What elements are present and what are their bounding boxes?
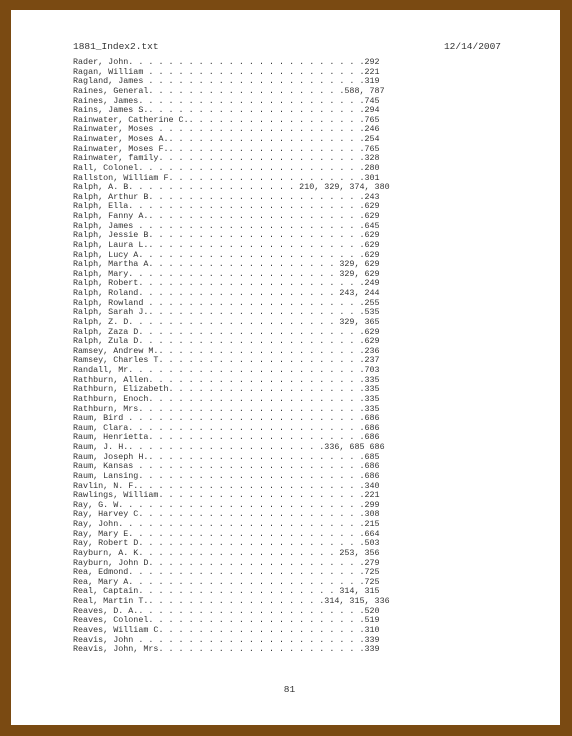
index-entry: Raum, Henrietta. . . . . . . . . . . . . . . . . . . . . .686 [73,433,380,443]
index-entry: Ray, John. . . . . . . . . . . . . . . . . . . . . . . . .215 [73,520,380,529]
index-entry: Ralph, Zula D. . . . . . . . . . . . . . . . . . . . . . .629 [73,337,380,347]
index-entry: Ralph, Ella. . . . . . . . . . . . . . . . . . . . . . . .629 [73,202,380,212]
index-entry: Reavis, John . . . . . . . . . . . . . . . . . . . . . . .339 [73,635,380,645]
index-entry: Ralph, Fanny A.. . . . . . . . . . . . . . . . . . . . . .629 [73,212,380,221]
index-entry: Rathburn, Elizabeth. . . . . . . . . . . . . . . . . . . .335 [73,385,380,395]
index-entry: Ralph, Mary. . . . . . . . . . . . . . . . . . . . . 329, 629 [73,269,380,279]
index-entry: Ray, G. W. . . . . . . . . . . . . . . . . . . . . . . . .299 [73,500,380,510]
index-entry: Ralph, Jessie B. . . . . . . . . . . . . . . . . . . . . .629 [73,231,380,241]
index-entry: Raum, Clara. . . . . . . . . . . . . . . . . . . . . . . .686 [73,423,380,433]
index-entry: Ralph, Robert. . . . . . . . . . . . . . . . . . . . . . .249 [73,279,380,289]
index-entry: Ramsey, Charles T. . . . . . . . . . . . . . . . . . . . .237 [73,356,380,366]
index-entry: Reaves, Colonel. . . . . . . . . . . . . . . . . . . . . .519 [73,616,380,626]
index-entry: Raum, Kansas . . . . . . . . . . . . . . . . . . . . . . .686 [73,462,380,472]
index-entry: Rader, John. . . . . . . . . . . . . . . . . . . . . . . .292 [73,58,380,67]
index-entry: Raum, Lansing. . . . . . . . . . . . . . . . . . . . . . .686 [73,471,380,481]
index-entry: Rainwater, family. . . . . . . . . . . . . . . . . . . . .328 [73,154,380,164]
index-entry: Ray, Mary E. . . . . . . . . . . . . . . . . . . . . . . .664 [73,529,380,539]
index-entry: Reaves, D. A.. . . . . . . . . . . . . . . . . . . . . . .520 [73,606,380,616]
index-entry: Ragan, William . . . . . . . . . . . . . . . . . . . . . .221 [73,67,380,77]
index-entry: Ralph, Martha A. . . . . . . . . . . . . . . . . . . 329, 629 [73,260,380,270]
index-entry: Ravlin, N. F.. . . . . . . . . . . . . . . . . . . . . . .340 [73,481,380,491]
index-entry: Rall, Colonel. . . . . . . . . . . . . . . . . . . . . . .280 [73,163,380,173]
index-entry: Raum, J. H.. . . . . . . . . . . . . . . . . . . .336, 685 686 [73,443,385,452]
index-entry: Randall, Mr. . . . . . . . . . . . . . . . . . . . . . . .703 [73,366,380,375]
index-entry: Rawlings, William. . . . . . . . . . . . . . . . . . . . .221 [73,491,380,501]
index-entry: Ralph, Lucy A. . . . . . . . . . . . . . . . . . . . . . .629 [73,250,380,260]
index-entry: Rayburn, John D. . . . . . . . . . . . . . . . . . . . . .279 [73,558,380,568]
index-entry: Ralph, Sarah J.. . . . . . . . . . . . . . . . . . . . . .535 [73,308,380,318]
index-entry: Ralph, Laura L.. . . . . . . . . . . . . . . . . . . . . .629 [73,240,380,250]
index-entry: Reavis, John, Mrs. . . . . . . . . . . . . . . . . . . . .339 [73,645,380,655]
index-entry: Ralph, Roland. . . . . . . . . . . . . . . . . . . . 243, 244 [73,289,380,298]
index-entry: Rainwater, Moses . . . . . . . . . . . . . . . . . . . . .246 [73,125,380,135]
index-entry: Ralph, Arthur B. . . . . . . . . . . . . . . . . . . . . .243 [73,192,380,202]
index-entry: Raines, General. . . . . . . . . . . . . . . . . . . .588, 787 [73,86,385,96]
index-entry: Ralph, James . . . . . . . . . . . . . . . . . . . . . . .645 [73,221,380,231]
index-entry: Rathburn, Allen. . . . . . . . . . . . . . . . . . . . . .335 [73,375,380,385]
index-entry: Ralph, Rowland . . . . . . . . . . . . . . . . . . . . . .255 [73,298,380,308]
index-entry: Raines, James. . . . . . . . . . . . . . . . . . . . . . .745 [73,96,380,106]
index-entry: Rainwater, Catherine C.. . . . . . . . . . . . . . . . . .765 [73,115,380,125]
index-entry: Rathburn, Mrs. . . . . . . . . . . . . . . . . . . . . . .335 [73,404,380,414]
page-number: 81 [283,684,296,695]
index-entry: Ray, Robert D. . . . . . . . . . . . . . . . . . . . . . .503 [73,539,380,549]
index-entry: Ramsey, Andrew M.. . . . . . . . . . . . . . . . . . . . .236 [73,346,380,356]
index-entry: Ralph, A. B. . . . . . . . . . . . . . . . . 210, 329, 374, 380 [73,183,390,193]
index-entry: Ray, Harvey C. . . . . . . . . . . . . . . . . . . . . . .308 [73,510,380,520]
index-entry: Rathburn, Enoch. . . . . . . . . . . . . . . . . . . . . .335 [73,394,380,404]
document-page [11,10,560,725]
index-entry: Ragland, James . . . . . . . . . . . . . . . . . . . . . .319 [73,77,380,87]
index-entry: Rea, Edmond. . . . . . . . . . . . . . . . . . . . . . . .725 [73,568,380,578]
index-entry: Rainwater, Moses A.. . . . . . . . . . . . . . . . . . . .254 [73,135,380,144]
file-name: 1881_Index2.txt [73,41,159,52]
index-entry: Ralph, Zaza D. . . . . . . . . . . . . . . . . . . . . . .629 [73,327,380,337]
index-entry: Real, Captain. . . . . . . . . . . . . . . . . . . . 314, 315 [73,587,380,597]
index-entry: Rainwater, Moses F.. . . . . . . . . . . . . . . . . . . .765 [73,144,380,154]
index-entry: Reaves, William C. . . . . . . . . . . . . . . . . . . . .310 [73,625,380,635]
index-entry: Rains, James S.. . . . . . . . . . . . . . . . . . . . . .294 [73,106,380,116]
index-entry: Rallston, William F. . . . . . . . . . . . . . . . . . . .301 [73,173,380,183]
print-date: 12/14/2007 [443,41,501,52]
index-entry: Rea, Mary A. . . . . . . . . . . . . . . . . . . . . . . .725 [73,577,380,587]
index-entry: Real, Martin T.. . . . . . . . . . . . . . . . . .314, 315, 336 [73,597,390,606]
index-entry: Raum, Bird . . . . . . . . . . . . . . . . . . . . . . . .686 [73,414,380,424]
index-entry: Rayburn, A. K. . . . . . . . . . . . . . . . . . . . 253, 356 [73,548,380,558]
index-entries [73,58,430,655]
index-entry: Raum, Joseph H.. . . . . . . . . . . . . . . . . . . . . .685 [73,452,380,462]
index-entry: Ralph, Z. D. . . . . . . . . . . . . . . . . . . . . 329, 365 [73,317,380,327]
